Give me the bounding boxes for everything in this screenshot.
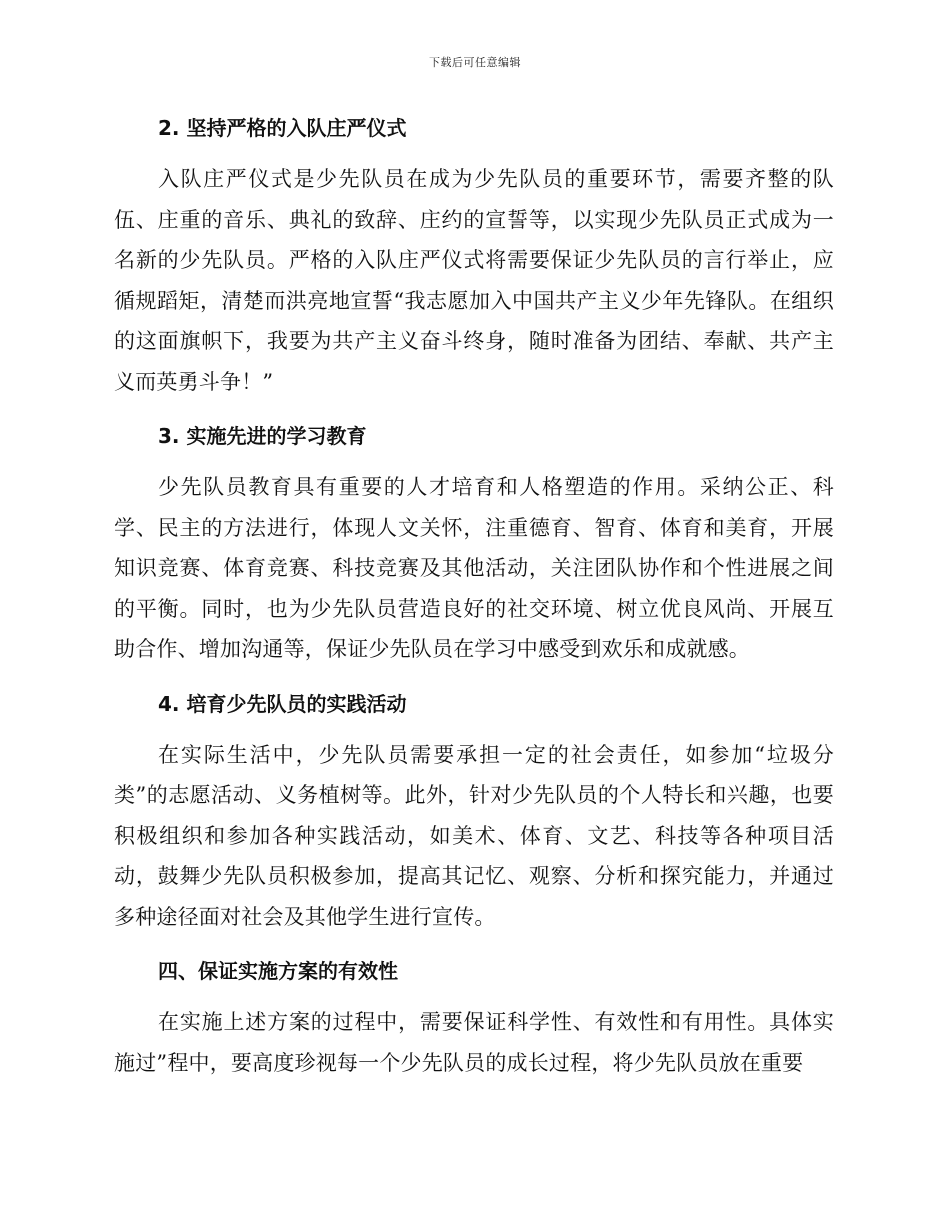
section-heading-4: 4. 培育少先队员的实践活动: [158, 691, 407, 716]
section-paragraph-part-4: 在实施上述方案的过程中，需要保证科学性、有效性和有用性。具体实施过”程中，要高度珍视每一个少先队员的成长过程，将少先队员放在重要: [114, 1010, 834, 1075]
section-heading-part-4: 四、保证实施方案的有效性: [158, 959, 398, 983]
section-paragraph-3: 少先队员教育具有重要的人才培育和人格塑造的作用。采纳公正、科学、民主的方法进行，体现人文关怀，注重德育、智育、体育和美育，开展知识竞赛、体育竞赛、科技竞赛及其他活动，关注团队协作和个性进展之间的平衡。同时，也为少先队员营造良好的社交环境、树立优良风尚、开展互助合作、增加沟通等，保证少先队员在学习中感受到欢乐和成就感。: [114, 475, 834, 661]
header-note: 下载后可任意编辑: [429, 56, 521, 69]
document-body: [114, 108, 834, 1097]
section-paragraph-2: 入队庄严仪式是少先队员在成为少先队员的重要环节，需要齐整的队伍、庄重的音乐、典礼的致辞、庄约的宣誓等，以实现少先队员正式成为一名新的少先队员。严格的入队庄严仪式将需要保证少先队员的言行举止，应循规蹈矩，清楚而洪亮地宣誓“我志愿加入中国共产主义少年先锋队。在组织的这面旗帜下，我要为共产主义奋斗终身，随时准备为团结、奉献、共产主义而英勇斗争！”: [114, 167, 834, 394]
section-heading-3: 3. 实施先进的学习教育: [158, 424, 367, 448]
section-heading-2: 2. 坚持严格的入队庄严仪式: [158, 116, 407, 140]
section-paragraph-4: 在实际生活中，少先队员需要承担一定的社会责任，如参加“垃圾分类”的志愿活动、义务植树等。此外，针对少先队员的个人特长和兴趣，也要积极组织和参加各种实践活动，如美术、体育、文艺、科技等各种项目活动，鼓舞少先队员积极参加，提高其记忆、观察、分析和探究能力，并通过多种途径面对社会及其他学生进行宣传。: [114, 742, 834, 929]
